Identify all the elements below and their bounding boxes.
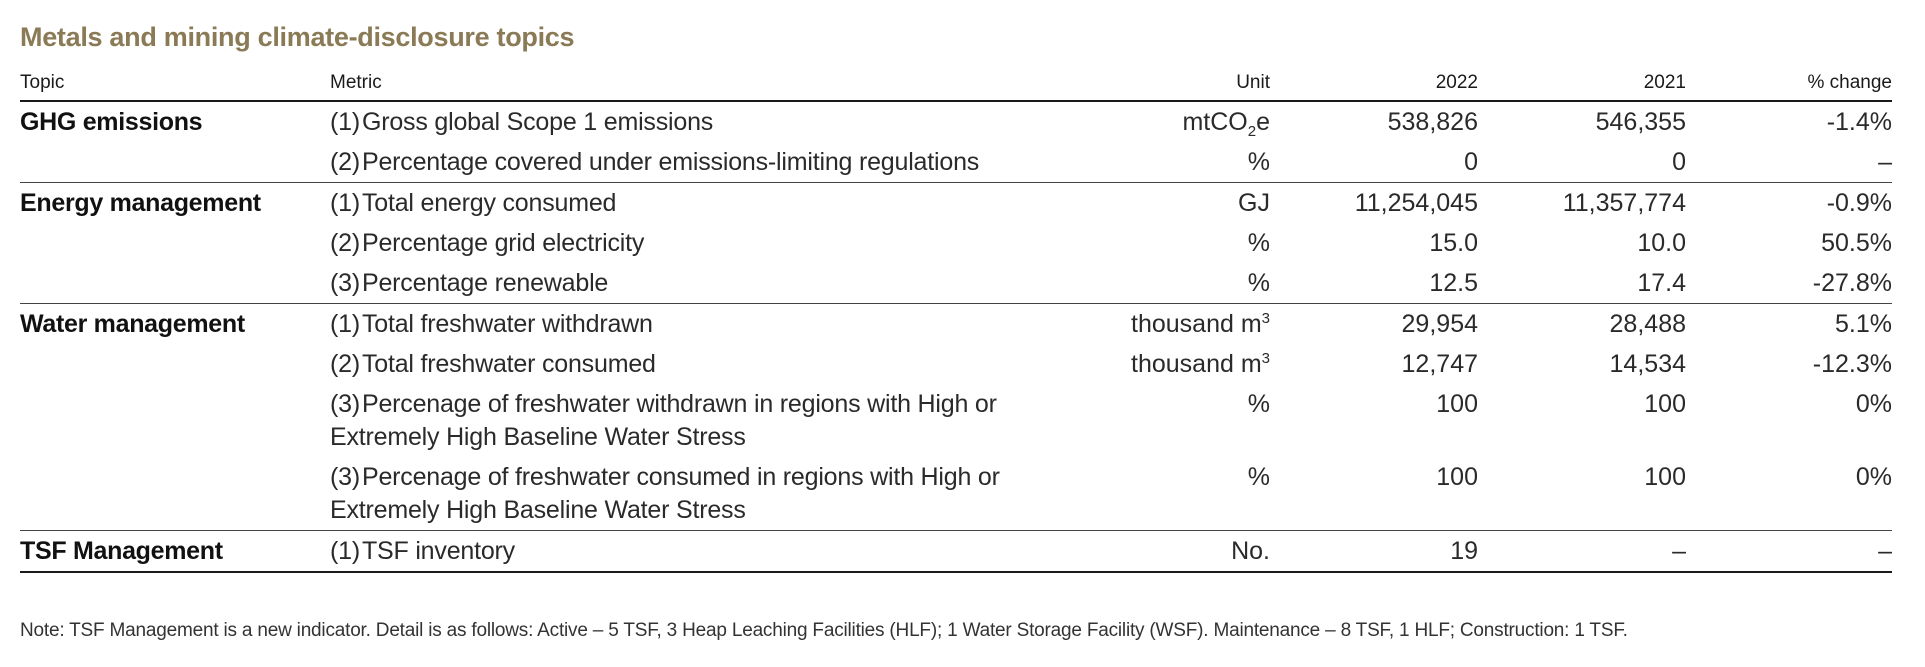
topic-cell (20, 384, 330, 457)
footnote: Note: TSF Management is a new indicator. Detail is as follows: Active – 5 TSF, 3 Heap Leaching Facilities (HLF); 1 Water Storage Facility (WSF). Maintenance – 8 TSF, 1 HLF; Construction: 1 TSF. (20, 620, 1628, 641)
table-row (20, 101, 1892, 142)
metric-number: (2) (330, 350, 360, 378)
metric-number: (1) (330, 537, 360, 565)
metric-number: (2) (330, 148, 360, 176)
unit-cell: GJ (1238, 189, 1270, 217)
topic-cell (20, 223, 330, 263)
metric-number: (3) (330, 390, 360, 418)
metric-cell (330, 304, 1080, 345)
metric-cell (330, 263, 1080, 304)
metric-cell (330, 457, 1080, 531)
unit-cell: % (1080, 263, 1270, 304)
metric-label: Total energy consumed (361, 189, 617, 217)
value-2022: 12.5 (1270, 263, 1478, 304)
value-change: 0% (1686, 457, 1892, 531)
value-2022: 11,254,045 (1354, 189, 1478, 217)
metric-cell (330, 142, 1080, 183)
unit-cell: % (1247, 229, 1270, 257)
value-2021: 28,488 (1609, 310, 1686, 338)
page-title: Metals and mining climate-disclosure topics (20, 22, 575, 52)
value-change: 0% (1855, 390, 1892, 418)
value-2022: 15.0 (1429, 229, 1478, 257)
topic-cell (20, 142, 330, 183)
value-change: 5.1% (1835, 310, 1892, 338)
table-row (20, 384, 1892, 457)
metric-cell (330, 183, 1080, 224)
header-year-2022: 2022 (1270, 62, 1478, 101)
unit-subscript: 2 (1247, 123, 1257, 140)
value-2021: 14,534 (1609, 350, 1686, 378)
value-2022: 19 (1270, 531, 1478, 573)
metric-number: (1) (330, 189, 360, 217)
unit-cell: % (1247, 390, 1270, 418)
metric-label: Total freshwater consumed (361, 350, 656, 378)
unit-text: mtCO (1182, 108, 1248, 136)
unit-text: thousand m (1131, 310, 1262, 338)
header-topic: Topic (20, 62, 330, 101)
header-year-2021: 2021 (1478, 62, 1686, 101)
table-row (20, 223, 1892, 263)
header-unit: Unit (1080, 62, 1270, 101)
value-2021: 17.4 (1478, 263, 1686, 304)
value-2021: 546,355 (1595, 108, 1686, 136)
metric-label: Percentage covered under emissions-limiting regulations (361, 148, 980, 176)
metric-number: (1) (330, 108, 360, 136)
unit-cell: No. (1080, 531, 1270, 573)
header-metric: Metric (330, 62, 1080, 101)
unit-cell (1080, 304, 1270, 345)
table-row (20, 304, 1892, 345)
value-2021: 0 (1478, 142, 1686, 183)
metric-cell (330, 384, 1080, 457)
metric-label: Gross global Scope 1 emissions (361, 108, 714, 136)
topic-cell (20, 344, 330, 384)
table-row (20, 457, 1892, 531)
topic-cell (20, 457, 330, 531)
value-2022: 12,747 (1401, 350, 1478, 378)
metric-cell (330, 344, 1080, 384)
value-2022: 29,954 (1401, 310, 1478, 338)
metric-label: Percentage renewable (361, 269, 609, 297)
unit-cell: % (1080, 457, 1270, 531)
value-2021: – (1478, 531, 1686, 573)
metric-number: (3) (330, 269, 360, 297)
value-change: – (1686, 142, 1892, 183)
metric-label: Total freshwater withdrawn (361, 310, 653, 338)
value-2021: 100 (1478, 457, 1686, 531)
metric-label: Percentage grid electricity (361, 229, 645, 257)
value-2021: 100 (1644, 390, 1686, 418)
value-change: -0.9% (1826, 189, 1892, 217)
topic-cell: TSF Management (20, 531, 330, 573)
value-change: -1.4% (1826, 108, 1892, 136)
topic-cell: Energy management (20, 189, 261, 217)
value-change: – (1686, 531, 1892, 573)
value-change: -12.3% (1812, 350, 1892, 378)
value-change: 50.5% (1821, 229, 1892, 257)
topic-cell: GHG emissions (20, 108, 203, 136)
metric-number: (2) (330, 229, 360, 257)
unit-superscript: 3 (1261, 350, 1270, 367)
unit-text: thousand m (1131, 350, 1262, 378)
topic-cell: Water management (20, 310, 245, 338)
metric-cell (330, 101, 1080, 142)
metric-number: (3) (330, 463, 360, 491)
value-2022: 100 (1436, 390, 1478, 418)
value-2022: 100 (1270, 457, 1478, 531)
metric-label: Percenage of freshwater withdrawn in regions with High or Extremely High Baseline Water Stress (330, 390, 997, 451)
metric-label: TSF inventory (361, 537, 515, 565)
metric-cell (330, 531, 1080, 573)
metric-label: Percenage of freshwater consumed in regions with High or Extremely High Baseline Water Stress (330, 463, 1000, 524)
value-2021: 11,357,774 (1562, 189, 1686, 217)
unit-cell: % (1080, 142, 1270, 183)
table-row (20, 263, 1892, 304)
header-change: % change (1686, 62, 1892, 101)
header-row (20, 62, 1892, 101)
table-row (20, 142, 1892, 183)
value-2022: 538,826 (1387, 108, 1478, 136)
table-row (20, 183, 1892, 224)
value-2021: 10.0 (1637, 229, 1686, 257)
unit-cell (1080, 101, 1270, 142)
table-row (20, 344, 1892, 384)
unit-cell (1080, 344, 1270, 384)
metric-cell (330, 223, 1080, 263)
unit-tail: e (1256, 108, 1270, 136)
value-2022: 0 (1270, 142, 1478, 183)
metrics-table (20, 62, 1892, 573)
table-row (20, 531, 1892, 573)
topic-cell (20, 263, 330, 304)
unit-superscript: 3 (1261, 310, 1270, 327)
metric-number: (1) (330, 310, 360, 338)
value-change: -27.8% (1686, 263, 1892, 304)
